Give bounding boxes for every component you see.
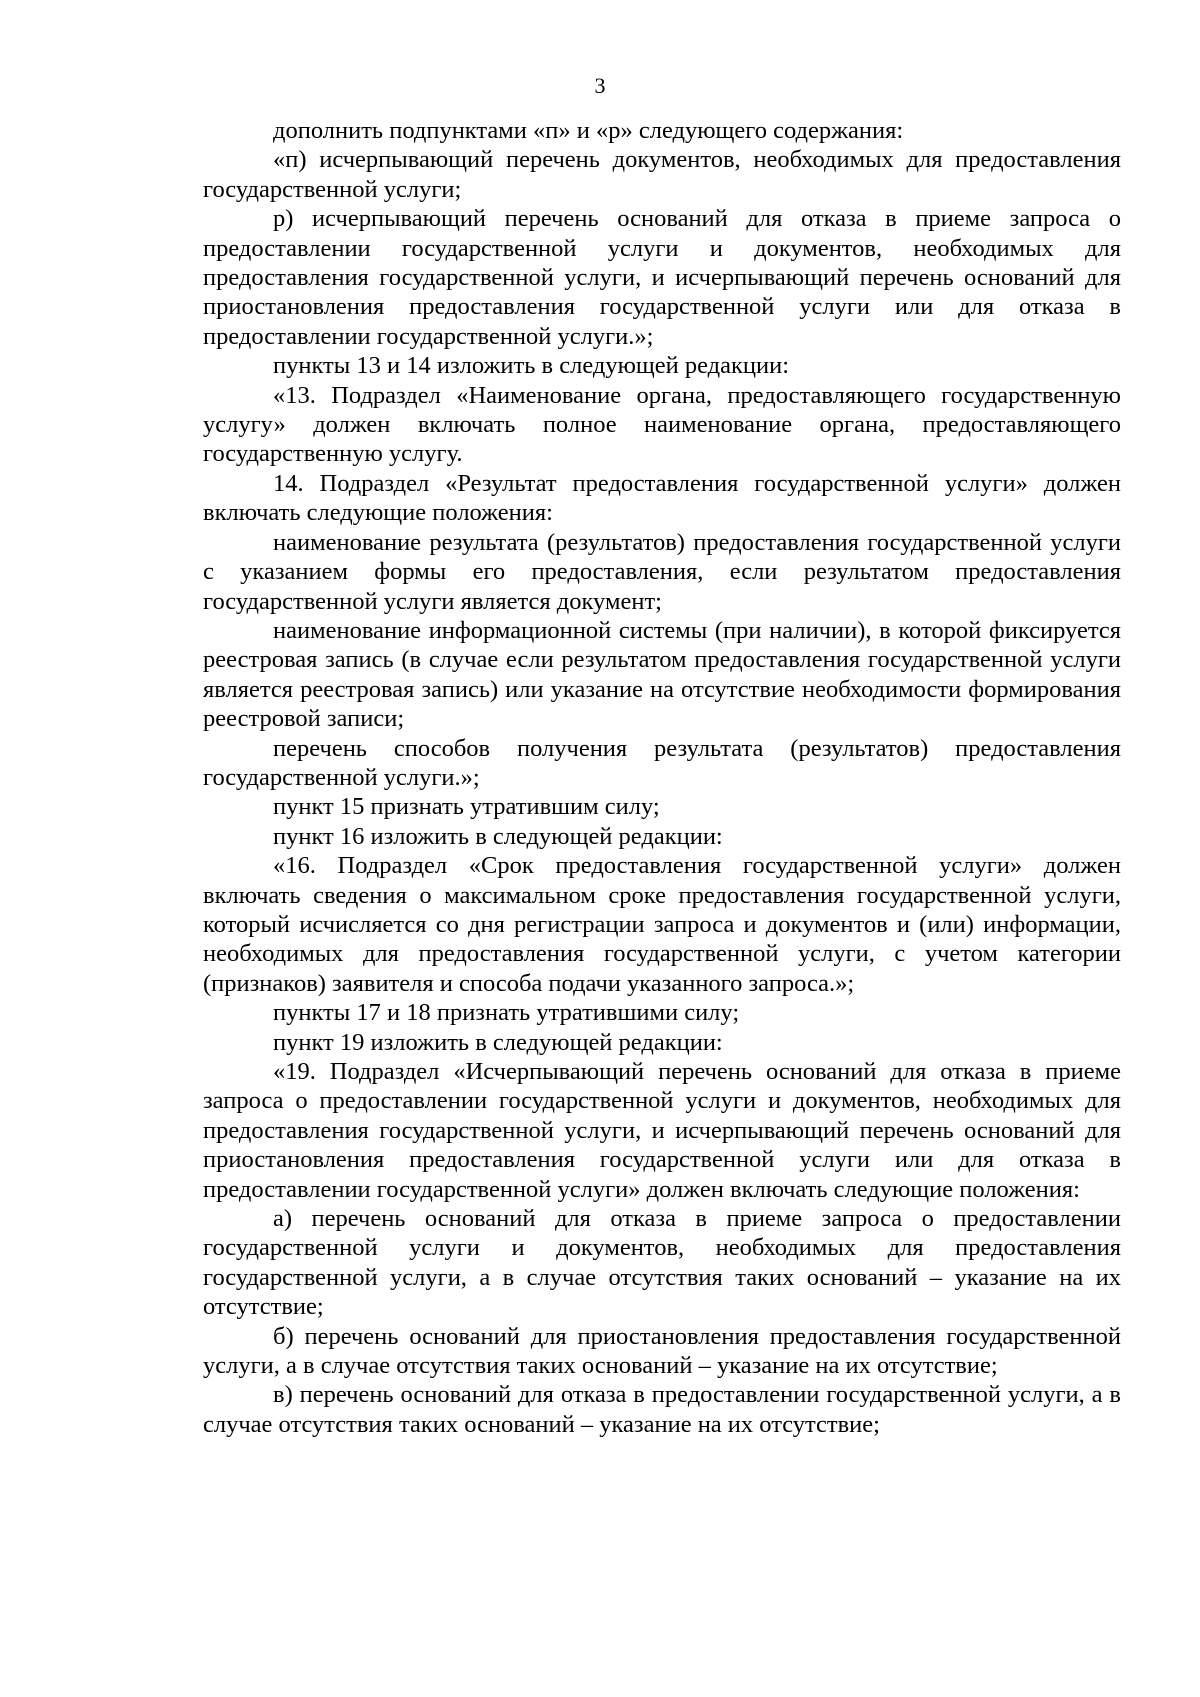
paragraph: пункт 15 признать утратившим силу; [273, 793, 660, 821]
paragraph: а) перечень оснований для отказа в приеме запроса о предоставлении государственной услуги и документов, необходимых для предоставления государственной услуги, а в случае отсутствия таких оснований – указание на их отсутствие; [203, 1205, 1121, 1321]
paragraph: «п) исчерпывающий перечень документов, необходимых для предоставления государственной услуги; [203, 146, 1121, 203]
paragraph: 14. Подраздел «Результат предоставления государственной услуги» должен включать следующие положения: [203, 469, 1121, 527]
paragraph: р) исчерпывающий перечень оснований для отказа в приеме запроса о предоставлении государственной услуги и документов, необходимых для предоставления государственной услуги, и исчерпывающий перечень оснований для приостановления предоставления государственной услуги или для отказа в предоставлении государственной услуги.»; [203, 205, 1121, 350]
paragraph: пункт 16 изложить в следующей редакции: [273, 822, 723, 850]
paragraph: «19. Подраздел «Исчерпывающий перечень оснований для отказа в приеме запроса о предоставлении государственной услуги и документов, необходимых для предоставления государственной услуги, и исчерпывающий перечень оснований для приостановления предоставления государственной услуги или для отказа в предоставлении государственной услуги» должен включать следующие положения: [203, 1058, 1121, 1203]
paragraph: наименование результата (результатов) предоставления государственной услуги с указанием формы его предоставления, если результатом предоставления государственной услуги является документ; [203, 528, 1121, 615]
paragraph: перечень способов получения результата (результатов) предоставления государственной услуги.»; [203, 734, 1121, 791]
paragraph: наименование информационной системы (при наличии), в которой фиксируется реестровая запись (в случае если результатом предоставления государственной услуги является реестровая запись) или указание на отсутствие необходимости формирования реестровой записи; [203, 616, 1121, 733]
paragraph: б) перечень оснований для приостановления предоставления государственной услуги, а в случае отсутствия таких оснований – указание на их отсутствие; [203, 1322, 1121, 1380]
paragraph: пункты 13 и 14 изложить в следующей редакции: [273, 352, 790, 380]
page-number: 3 [594, 73, 606, 98]
paragraph: дополнить подпунктами «п» и «р» следующего содержания: [273, 117, 904, 144]
paragraph: «13. Подраздел «Наименование органа, предоставляющего государственную услугу» должен включать полное наименование органа, предоставляющего государственную услугу. [203, 381, 1121, 468]
paragraph: «16. Подраздел «Срок предоставления государственной услуги» должен включать сведения о максимальном сроке предоставления государственной услуги, который исчисляется со дня регистрации запроса и документов и (или) информации, необходимых для предоставления государственной услуги, с учетом категории (признаков) заявителя и способа подачи указанного запроса.»; [203, 852, 1121, 997]
paragraph: пункты 17 и 18 признать утратившими силу; [273, 999, 740, 1027]
document-body [203, 116, 1121, 1439]
paragraph: пункт 19 изложить в следующей редакции: [273, 1028, 723, 1056]
paragraph: в) перечень оснований для отказа в предоставлении государственной услуги, а в случае отсутствия таких оснований – указание на их отсутствие; [203, 1381, 1121, 1438]
